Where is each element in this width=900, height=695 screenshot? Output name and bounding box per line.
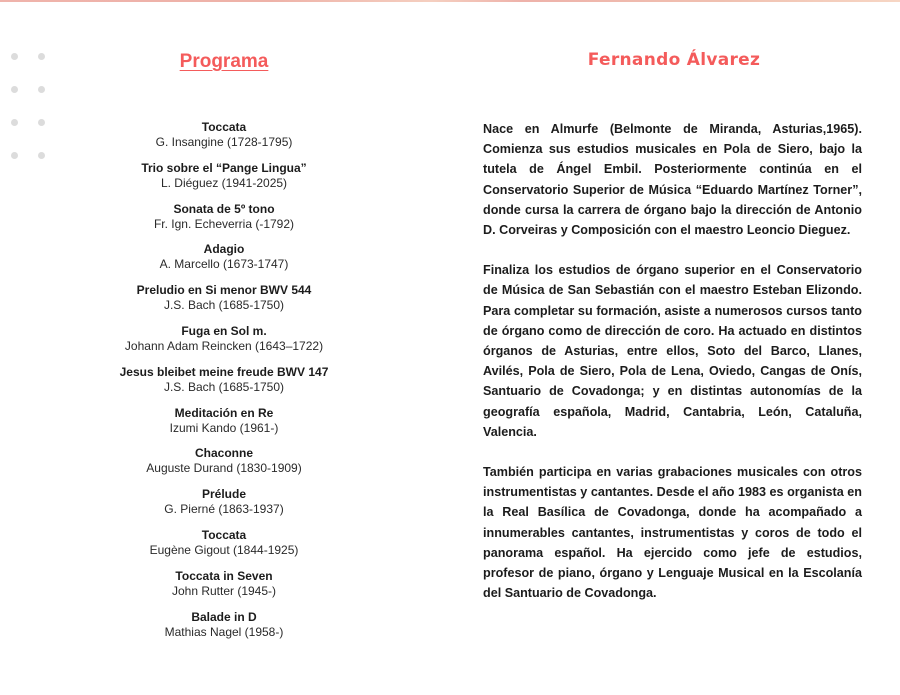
program-item — [0, 120, 448, 161]
bio-text — [483, 119, 862, 623]
program-item — [0, 242, 448, 283]
piece-title: Toccata — [201, 527, 247, 542]
program-item — [0, 446, 448, 487]
program-item — [0, 161, 448, 202]
bio-paragraph: Finaliza los estudios de órgano superior en el Conservatorio de Música de San Sebastián con el maestro Esteban Elizondo. Para completar su formación, asiste a numerosos cursos tanto de órgano como de dirección de coro. Ha actuado en distintos órganos de Asturias, entre ellos, Soto del Barco, Llanes, Avilés, Pola de Siero, Pola de Lena, Oviedo, Cangas de Onís, Santuario de Covadonga; y en distintas autonomías de la geografía española, Madrid, Cantabria, León, Cataluña, Valencia. — [483, 263, 862, 439]
composer: Fr. Ign. Echeverria (-1792) — [153, 216, 295, 231]
program-item — [0, 487, 448, 528]
composer: J.S. Bach (1685-1750) — [163, 379, 285, 394]
piece-title: Adagio — [203, 242, 245, 257]
composer: Mathias Nagel (1958-) — [164, 624, 284, 639]
composer: Izumi Kando (1961-) — [169, 420, 279, 435]
program-item — [0, 202, 448, 243]
piece-title: Jesus bleibet meine freude BWV 147 — [119, 364, 329, 379]
bio-paragraph: Nace en Almurfe (Belmonte de Miranda, Asturias,1965). Comienza sus estudios musicales en Pola de Siero, bajo la tutela de Ángel Embil. Posteriormente continúa en el Conservatorio Superior de Música “Eduardo Martínez Torner”, donde cursa la carrera de órgano bajo la dirección de Antonio D. Corveiras y Composición con el maestro Leoncio Dieguez. — [483, 122, 862, 238]
composer: J.S. Bach (1685-1750) — [163, 298, 285, 313]
piece-title: Fuga en Sol m. — [181, 323, 267, 338]
program-section — [0, 0, 448, 695]
composer: John Rutter (1945-) — [171, 583, 277, 598]
composer: G. Insangine (1728-1795) — [155, 135, 293, 149]
bio-paragraph: También participa en varias grabaciones musicales con otros instrumentistas y cantantes. Desde el año 1983 es organista en la Real Basílica de Covadonga, donde ha acompañado a innumerables cantantes, instrumentistas y coros de todo el panorama español. Ha ejercido como jefe de estudios, profesor de piano, órgano y Lenguaje Musical en la Escolanía del Santuario de Covadonga. — [483, 465, 862, 601]
composer: L. Diéguez (1941-2025) — [160, 175, 288, 190]
composer: Johann Adam Reincken (1643–1722) — [124, 338, 324, 353]
piece-title: Trio sobre el “Pange Lingua” — [141, 160, 307, 175]
program-item — [0, 406, 448, 447]
piece-title: Preludio en Si menor BWV 544 — [136, 283, 312, 298]
composer: G. Pierné (1863-1937) — [164, 502, 284, 517]
piece-title: Meditación en Re — [174, 405, 274, 420]
piece-title: Chaconne — [194, 446, 253, 461]
program-item — [0, 610, 448, 651]
piece-title: Sonata de 5º tono — [173, 201, 275, 216]
program-item — [0, 365, 448, 406]
program-item — [0, 324, 448, 365]
performer-name-heading: Fernando Álvarez — [587, 50, 761, 70]
program-item — [0, 569, 448, 610]
piece-title: Toccata — [201, 120, 247, 134]
composer: Eugène Gigout (1844-1925) — [149, 542, 299, 557]
composer: Auguste Durand (1830-1909) — [146, 461, 302, 476]
program-heading: Programa — [179, 51, 269, 72]
piece-title: Toccata in Seven — [175, 568, 273, 583]
piece-title: Prélude — [201, 487, 246, 502]
program-item — [0, 283, 448, 324]
composer: A. Marcello (1673-1747) — [159, 257, 289, 272]
program-list — [0, 120, 448, 650]
program-item — [0, 528, 448, 569]
piece-title: Balade in D — [191, 609, 257, 624]
